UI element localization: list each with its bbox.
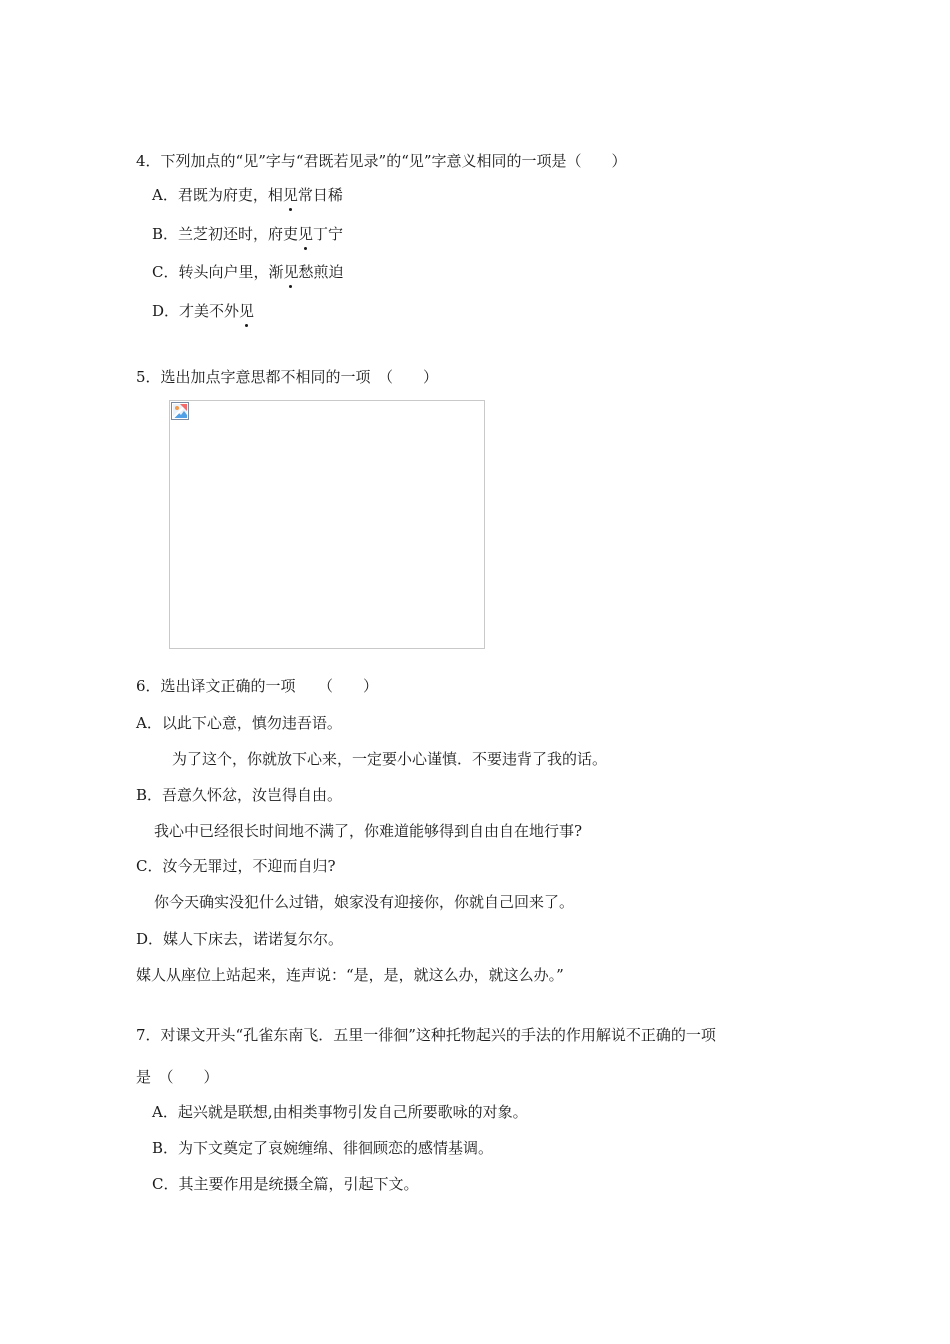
q6-item-c-translation: 你今天确实没犯什么过错，娘家没有迎接你，你就自己回来了。 — [154, 893, 575, 911]
q7-stem-line2: 是 （ ） — [136, 1068, 219, 1086]
q4-option-a — [152, 185, 343, 205]
q4-option-d — [152, 301, 254, 321]
q6-item-a-source: A．以此下心意，慎勿违吾语。 — [136, 714, 342, 732]
q4-option-c — [152, 262, 344, 282]
q6-item-c-source: C．汝今无罪过，不迎而自归? — [136, 857, 336, 875]
q6-item-b-translation: 我心中已经很长时间地不满了，你难道能够得到自由自在地行事? — [154, 822, 583, 840]
option-text: A．君既为府吏，相 — [152, 186, 283, 204]
q7-option-b: B．为下文奠定了哀婉缠绵、徘徊顾恋的感情基调。 — [152, 1139, 494, 1157]
q6-item-d-translation: 媒人从座位上站起来，连声说：“是，是，就这么办，就这么办。” — [136, 966, 564, 984]
q5-stem: 5．选出加点字意思都不相同的一项 （ ） — [136, 368, 439, 386]
q4-option-b — [152, 224, 343, 244]
emphasized-char: 见 — [239, 302, 255, 320]
q7-option-c: C．其主要作用是统摄全篇，引起下文。 — [152, 1175, 419, 1193]
broken-image-icon — [171, 402, 189, 420]
q7-option-a: A．起兴就是联想,由相类事物引发自己所要歌咏的对象。 — [152, 1103, 528, 1121]
option-text: 愁煎迫 — [298, 263, 344, 281]
option-text: D．才美不外 — [152, 302, 240, 320]
emphasized-char: 见 — [298, 225, 314, 243]
q4-stem: 4．下列加点的“见”字与“君既若见录”的“见”字意义相同的一项是（ ） — [136, 152, 627, 170]
q6-stem: 6．选出译文正确的一项 （ ） — [136, 677, 379, 695]
option-text: 丁宁 — [313, 225, 344, 243]
option-text: 常日稀 — [297, 186, 343, 204]
emphasized-char: 见 — [282, 186, 298, 204]
q6-item-b-source: B．吾意久怀忿，汝岂得自由。 — [136, 786, 343, 804]
q7-stem-line1: 7．对课文开头“孔雀东南飞．五里一徘徊”这种托物起兴的手法的作用解说不正确的一项 — [136, 1026, 716, 1044]
emphasized-char: 见 — [283, 263, 299, 281]
option-text: C．转头向户里，渐 — [152, 263, 284, 281]
q6-item-d-source: D．媒人下床去，诺诺复尔尔。 — [136, 930, 344, 948]
q5-image-placeholder — [169, 400, 485, 649]
q6-item-a-translation: 为了这个，你就放下心来，一定要小心谨慎．不要违背了我的话。 — [172, 750, 608, 768]
option-text: B．兰芝初还时，府吏 — [152, 225, 299, 243]
